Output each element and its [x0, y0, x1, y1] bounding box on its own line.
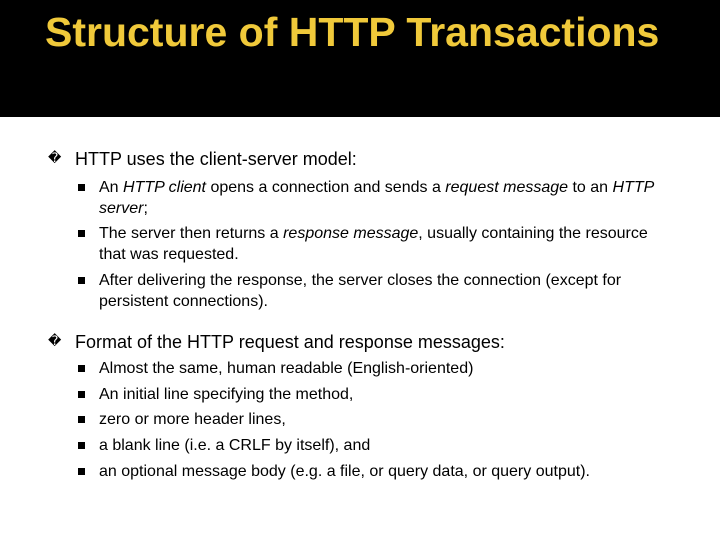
square-bullet-icon — [78, 184, 85, 191]
sub-bullet-text: After delivering the response, the server closes the connection (except for persistent connections). — [99, 272, 622, 310]
bullet-text: Format of the HTTP request and response messages: — [75, 332, 505, 352]
sub-bullet-text: An initial line specifying the method, — [99, 386, 354, 403]
sub-bullet-text: The server then returns a response message, usually containing the resource that was requested. — [99, 225, 648, 263]
sub-bullet-text: a blank line (i.e. a CRLF by itself), and — [99, 437, 371, 454]
slide-title: Structure of HTTP Transactions — [45, 9, 660, 55]
square-bullet-icon — [78, 468, 85, 475]
sub-bullet-text: Almost the same, human readable (English-oriented) — [99, 360, 474, 377]
square-bullet-icon — [78, 442, 85, 449]
sub-bullet-text: an optional message body (e.g. a file, or query data, or query output). — [99, 463, 590, 480]
square-bullet-icon — [78, 277, 85, 284]
bullet-text: HTTP uses the client-server model: — [75, 149, 357, 169]
square-bullet-icon — [78, 391, 85, 398]
sub-bullet-text: An HTTP client opens a connection and sends a request message to an HTTP server; — [99, 179, 654, 217]
bullet-glyph-icon: � — [48, 334, 62, 349]
bullet-glyph-icon: � — [48, 151, 62, 166]
square-bullet-icon — [78, 365, 85, 372]
square-bullet-icon — [78, 416, 85, 423]
square-bullet-icon — [78, 230, 85, 237]
sub-bullet-text: zero or more header lines, — [99, 411, 286, 428]
